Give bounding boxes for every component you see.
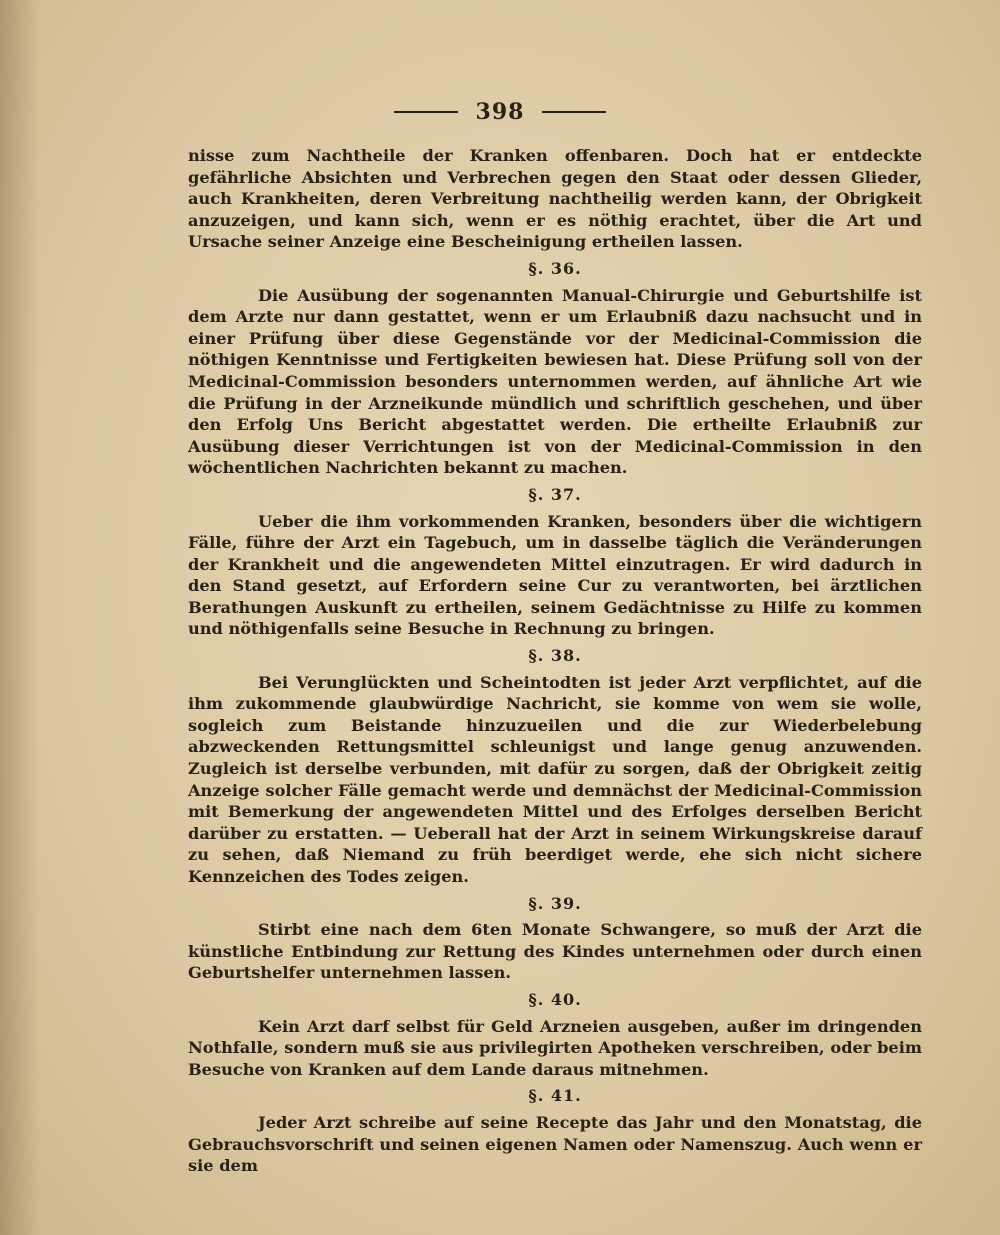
- paragraph-section-37: Ueber die ihm vorkommenden Kranken, besonders über die wichtigern Fälle, führe der Arzt ein Tagebuch, um in dasselbe täglich die Veränderungen der Krankheit und die angewendeten Mittel einzutragen. Er wird dadurch in den Stand gesetzt, auf Erfordern seine Cur zu verantworten, bei ärztlichen Berathungen Auskunft zu ertheilen, seinem Gedächtnisse zu Hilfe zu kommen und nöthigenfalls seine Besuche in Rechnung zu bringen.: [188, 511, 922, 639]
- paragraph-continued: nisse zum Nachtheile der Kranken offenbaren. Doch hat er entdeckte gefährliche Absichten und Verbrechen gegen den Staat oder dessen Glieder, auch Krankheiten, deren Verbreitung nachtheilig werden kann, der Obrigkeit anzuzeigen, und kann sich, wenn er es nöthig erachtet, über die Art und Ursache seiner Anzeige eine Bescheinigung ertheilen lassen.: [188, 146, 922, 252]
- section-heading-38: §. 38.: [528, 646, 582, 666]
- paragraph-section-40: Kein Arzt darf selbst für Geld Arzneien ausgeben, außer im dringenden Nothfalle, sondern muß sie aus privilegirten Apotheken verschreiben, oder beim Besuche von Kranken auf dem Lande daraus mitnehmen.: [188, 1016, 922, 1079]
- section-heading-41: §. 41.: [528, 1086, 582, 1106]
- paragraph-section-38: Bei Verunglückten und Scheintodten ist jeder Arzt verpflichtet, auf die ihm zukommende glaubwürdige Nachricht, sie komme von wem sie wolle, sogleich zum Beistande hinzuzueilen und die zur Wiederbelebung abzweckenden Rettungsmittel schleunigst und lange genug anzuwenden. Zugleich ist derselbe verbunden, mit dafür zu sorgen, daß der Obrigkeit zeitig Anzeige solcher Fälle gemacht werde und demnächst der Medicinal-Commission mit Bemerkung der angewendeten Mittel und des Erfolges derselben Bericht darüber zu erstatten. — Ueberall hat der Arzt in seinem Wirkungskreise darauf zu sehen, daß Niemand zu früh beerdiget werde, ehe sich nicht sichere Kennzeichen des Todes zeigen.: [188, 672, 922, 886]
- section-heading-37: §. 37.: [528, 484, 582, 504]
- page-body: [188, 145, 922, 1177]
- page-number: 398: [475, 99, 525, 125]
- section-heading-40: §. 40.: [528, 989, 582, 1009]
- paragraph-section-39: Stirbt eine nach dem 6ten Monate Schwangere, so muß der Arzt die künstliche Entbindung zur Rettung des Kindes unternehmen oder durch einen Geburtshelfer unternehmen lassen.: [188, 920, 922, 983]
- paragraph-section-41: Jeder Arzt schreibe auf seine Recepte das Jahr und den Monatstag, die Gebrauchsvorschrift und seinen eigenen Namen oder Namenszug. Auch wenn er sie dem: [188, 1112, 922, 1176]
- page-header: [0, 94, 1000, 130]
- section-heading-39: §. 39.: [528, 893, 582, 913]
- paragraph-section-36: Die Ausübung der sogenannten Manual-Chirurgie und Geburtshilfe ist dem Arzte nur dann gestattet, wenn er um Erlaubniß dazu nachsucht und in einer Prüfung über diese Gegenstände vor der Medicinal-Commission die nöthigen Kenntnisse und Fertigkeiten bewiesen hat. Diese Prüfung soll von der Medicinal-Commission besonders unternommen werden, auf ähnliche Art wie die Prüfung in der Arzneikunde mündlich und schriftlich geschehen, und über den Erfolg Uns Bericht abgestattet werden. Die ertheilte Erlaubniß zur Ausübung dieser Verrichtungen ist von der Medicinal-Commission in den wöchentlichen Nachrichten bekannt zu machen.: [188, 285, 922, 478]
- binding-shadow: [0, 0, 40, 1235]
- section-heading-36: §. 36.: [528, 258, 582, 278]
- header-rule-right: [542, 111, 606, 113]
- header-rule-left: [394, 111, 458, 113]
